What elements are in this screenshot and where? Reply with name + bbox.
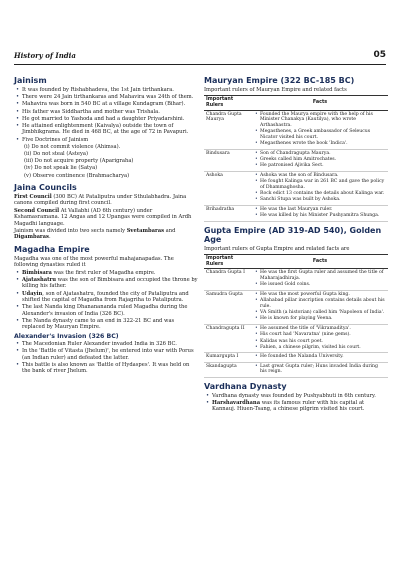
- doctrine-item: (v) Observe continence (Brahmacharya): [24, 172, 130, 179]
- table-row: [204, 205, 388, 221]
- facts-cell: [252, 149, 388, 171]
- fact-item: • Allahabad pillar inscription contains details about his rule.: [260, 298, 386, 309]
- facts-cell: [252, 110, 388, 149]
- ruler-cell: Samudra Gupta: [204, 290, 252, 324]
- councils-heading: Jaina Councils: [14, 183, 77, 193]
- fact-item: • He was the most powerful Gupta king.: [260, 292, 386, 298]
- gupta-intro: Important rulers of Gupta Empire and related facts are: [204, 245, 350, 252]
- facts-list: [254, 326, 386, 351]
- running-title: History of India: [14, 51, 76, 60]
- ruler-cell: Chandragupta II: [204, 324, 252, 353]
- doctrine-item: (i) Do not commit violence (Ahimsa).: [24, 143, 121, 150]
- fact-item: • He was killed by his Minister Pushyamitra Shunga.: [260, 213, 386, 219]
- header-rule: [14, 64, 386, 65]
- facts-cell: [252, 205, 388, 221]
- ruler-cell: Kumargupta I: [204, 353, 252, 362]
- fact-item: • Rock edict 13 contains the details about Kalinga war.: [260, 191, 386, 197]
- facts-cell: [252, 171, 388, 205]
- ruler-cell: Skandagupta: [204, 362, 252, 377]
- fact-item: • VA Smith (a historian) called him 'Napoleon of India'.: [260, 310, 386, 316]
- list-item: • His father was Siddhartha and mother was Trishala.: [22, 109, 198, 115]
- fact-item: • Sanchi Stupa was built by Ashoka.: [260, 197, 386, 203]
- doctrine-item: (ii) Do not steal (Asteya): [24, 151, 88, 158]
- ruler-cell: Bindusara: [204, 149, 252, 171]
- table-row: [204, 269, 388, 290]
- list-item: • He attained enlightenment (Kaivalya) outside the town of Jimbhikgrama. He died in 468 BC, at the age of 72 in Pavapuri.: [22, 123, 198, 136]
- alexander-heading: Alexander's Invasion (326 BC): [14, 332, 119, 340]
- table-row: [204, 353, 388, 362]
- table-row: [204, 110, 388, 149]
- gupta-heading: Gupta Empire (AD 319-AD 540), Golden Age: [204, 225, 382, 244]
- left-column: [14, 72, 198, 375]
- list-item: • Bimbisara was the first ruler of Magadha empire.: [22, 270, 198, 276]
- facts-cell: [252, 269, 388, 290]
- list-item: • The Nanda dynasty came to an end in 322-21 BC and was replaced by Mauryan Empire.: [22, 318, 198, 331]
- list-item: • In the 'Battle of Vitasta (Jhelum)', he entered into war with Porus (an Indian ruler) and defeated the latter.: [22, 348, 198, 361]
- fact-item: • He was the last Mauryan ruler.: [260, 207, 386, 213]
- fact-item: • Kalidas was his court poet.: [260, 339, 386, 345]
- facts-cell: [252, 362, 388, 377]
- fact-item: • Ashoka was the son of Bindusara.: [260, 173, 386, 179]
- facts-list: [254, 151, 386, 169]
- list-item: • Vardhana dynasty was founded by Pushyabhuti in 6th century.: [212, 393, 388, 399]
- fact-item: • He issued Gold coins.: [260, 282, 386, 288]
- second-council: Second Council At Vallabhi (AD 6th century) under Kshamasramana. 12 Angas and 12 Upangas were compiled in Ardh Magadhi language.: [14, 207, 192, 227]
- doctrine-item: (iii) Do not acquire property (Aparigraha): [24, 158, 134, 165]
- list-item: • The last Nanda king Dhananananda ruled Magadha during the Alexander's invasion of India (326 BC).: [22, 304, 198, 317]
- doctrines-list: [14, 144, 198, 179]
- facts-cell: [252, 290, 388, 324]
- table-row: [204, 290, 388, 324]
- table-body: [204, 110, 388, 221]
- list-item: • There were 24 Jain tirthankaras and Mahavira was 24th of them.: [22, 94, 198, 100]
- facts-list: [254, 270, 386, 288]
- list-item: • The Macedonian Ruler Alexander invaded India in 326 BC.: [22, 341, 198, 347]
- facts-cell: [252, 324, 388, 353]
- fact-item: • Son of Chandragupta Maurya.: [260, 151, 386, 157]
- list-item: • Harshavardhana was its famous ruler with his capital at Kannauj. Hiuen-Tsang, a chinese pilgrim visited his court.: [212, 400, 388, 413]
- mauryan-intro: Important rulers of Mauryan Empire and related facts: [204, 87, 347, 93]
- alexander-list: [14, 341, 198, 375]
- table-row: [204, 362, 388, 377]
- mauryan-table: [204, 95, 388, 221]
- first-council: First Council (300 BC) At Pataliputra under Sthulabhadra. Jaina canons compiled during first council.: [14, 194, 187, 207]
- fact-item: • He assumed the title of 'Vikramaditya'.: [260, 326, 386, 332]
- ruler-cell: Ashoka: [204, 171, 252, 205]
- sects-paragraph: Jainism was divided into two sects namely Svetambaras and Digambaras.: [14, 228, 176, 241]
- vardhana-heading: Vardhana Dynasty: [204, 381, 287, 391]
- fact-item: • He patronised Ajivika Sect.: [260, 163, 386, 169]
- fact-item: • Founded the Maurya empire with the help of his Minister Chanakya (Kautilya), who wrote Arthashastra.: [260, 112, 386, 129]
- fact-item: • Megasthenes wrote the book 'Indica'.: [260, 141, 386, 147]
- table-row: [204, 171, 388, 205]
- magadha-heading: Magadha Empire: [14, 244, 90, 254]
- magadha-list: [14, 270, 198, 331]
- list-item: • Udayin, son of Ajatashatru, founded the city of Pataliputra and shifted the capital of Magadha from Rajagriha to Pataliputra.: [22, 291, 198, 304]
- list-item: • Five Doctrines of Jainism: [22, 137, 198, 143]
- column-header: Facts: [252, 96, 388, 110]
- facts-list: [254, 364, 386, 375]
- table-row: [204, 149, 388, 171]
- fact-item: • Greeks called him Amitrochates.: [260, 157, 386, 163]
- fact-item: • Last great Gupta ruler; Huns invaded India during his reign.: [260, 364, 386, 375]
- fact-item: • His court had 'Navaratna' (nine gems).: [260, 332, 386, 338]
- fact-item: • He was the first Gupta ruler and assumed the title of Maharajadhiraja.: [260, 270, 386, 281]
- facts-list: [254, 173, 386, 203]
- mauryan-heading: Mauryan Empire (322 BC-185 BC): [204, 76, 355, 85]
- list-item: • It was founded by Rishabhadeva, the 1st Jain tirthankara.: [22, 87, 198, 93]
- ruler-cell: Chandra Gupta I: [204, 269, 252, 290]
- list-item: • This battle is also known as 'Battle of Hydaspes'. It was held on the bank of river Jhelum.: [22, 362, 198, 375]
- facts-cell: [252, 353, 388, 362]
- list-item: • Mahavira was born in 540 BC at a village Kundagram (Bihar).: [22, 101, 198, 107]
- facts-list: [254, 292, 386, 322]
- fact-item: • He founded the Nalanda University.: [260, 354, 386, 360]
- list-item: • He got married to Yashoda and had a daughter Priyadarshini.: [22, 116, 198, 122]
- column-header: Important Rulers: [204, 96, 252, 110]
- column-header: Facts: [252, 255, 388, 269]
- facts-list: [254, 354, 386, 360]
- fact-item: • He is known for playing Veena.: [260, 316, 386, 322]
- fact-item: • Megasthenes, a Greek ambassador of Seleucus Nicator visited his court.: [260, 129, 386, 140]
- column-header: Important Rulers: [204, 255, 252, 269]
- page-header: [14, 50, 386, 66]
- facts-list: [254, 207, 386, 219]
- page-number: 05: [373, 50, 386, 60]
- ruler-cell: Chandra Gupta Maurya: [204, 110, 252, 149]
- gupta-table: [204, 254, 388, 378]
- jainism-heading: Jainism: [14, 76, 47, 85]
- vardhana-list: [204, 393, 388, 413]
- right-column: [204, 72, 388, 414]
- facts-list: [254, 112, 386, 147]
- table-row: [204, 324, 388, 353]
- fact-item: • He fought Kalinga war in 261 BC and gave the policy of Dhammaghosha.: [260, 179, 386, 190]
- list-item: • Ajatashatru was the son of Bimbisara and occupied the throne by killing his father.: [22, 277, 198, 290]
- magadha-intro: Magadha was one of the most powerful mahajanapadas. The following dynasties ruled it: [14, 255, 174, 269]
- doctrine-item: (iv) Do not speak lie (Satya): [24, 165, 98, 172]
- ruler-cell: Brihadratha: [204, 205, 252, 221]
- jainism-list: [14, 87, 198, 143]
- table-body: [204, 269, 388, 377]
- fact-item: • Fahien, a chinese pilgrim, visited his court.: [260, 345, 386, 351]
